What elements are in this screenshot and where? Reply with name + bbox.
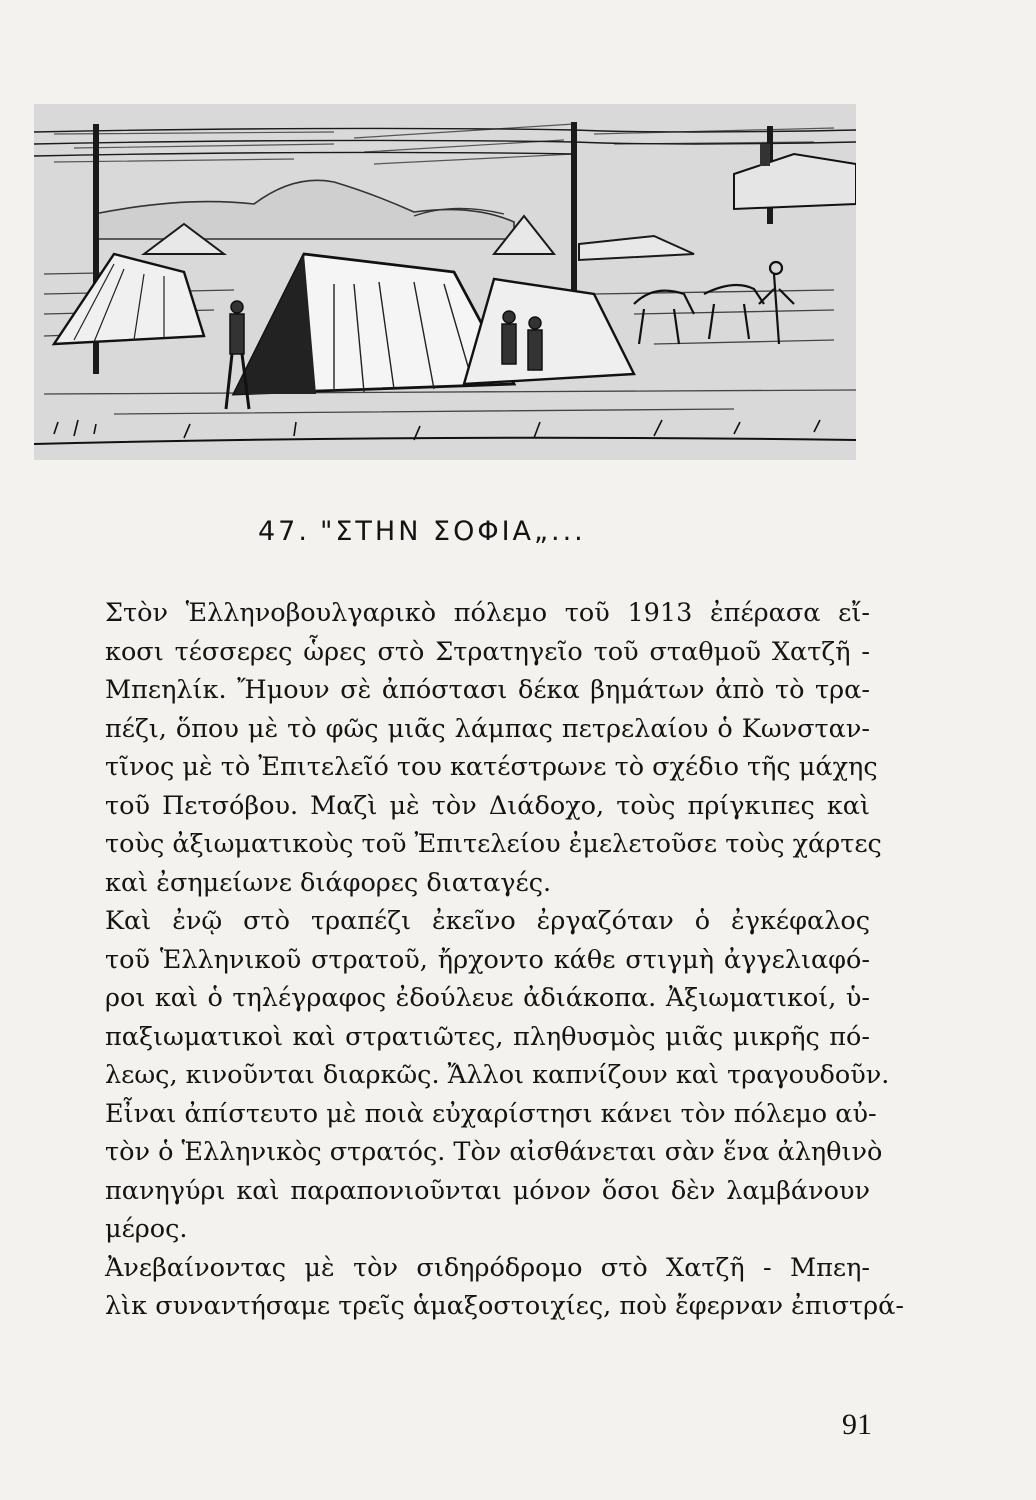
text-line: Μπεηλίκ. Ἤμουν σὲ ἀπόστασι δέκα βημάτων ἀπὸ τὸ τρα-: [105, 675, 870, 705]
text-line: τῖνος μὲ τὸ Ἐπιτελεῖό του κατέστρωνε τὸ σχέδιο τῆς μάχης: [105, 752, 878, 782]
text-line: Στὸν Ἑλληνοβουλγαρικὸ πόλεμο τοῦ 1913 ἐπέρασα εἴ-: [105, 598, 870, 628]
chapter-number: 47.: [258, 516, 310, 547]
text-line: τοῦ Πετσόβου. Μαζὶ μὲ τὸν Διάδοχο, τοὺς πρίγκιπες καὶ: [105, 790, 870, 821]
camp-illustration: [34, 104, 856, 460]
text-line: πανηγύρι καὶ παραπονιοῦνται μόνον ὅσοι δὲν λαμβάνουν: [105, 1175, 870, 1206]
page-number: 91: [842, 1408, 872, 1441]
paragraph: [105, 594, 882, 902]
text-line: Εἶναι ἀπίστευτο μὲ ποιὰ εὐχαρίστησι κάνει τὸν πόλεμο αὐ-: [105, 1098, 877, 1129]
chapter-title: [258, 516, 586, 547]
paragraph: [105, 1249, 904, 1326]
paragraph: [105, 902, 890, 1249]
text-line: τοὺς ἀξιωματικοὺς τοῦ Ἐπιτελείου ἐμελετοῦσε τοὺς χάρτες: [105, 829, 882, 859]
text-line: λὶκ συναντήσαμε τρεῖς ἁμαξοστοιχίες, ποὺ ἔφερναν ἐπιστρά-: [105, 1291, 904, 1321]
chapter-title-text: "ΣΤΗΝ ΣΟΦΙΑ„...: [319, 516, 586, 547]
text-line: καὶ ἐσημείωνε διάφορες διαταγές.: [105, 867, 552, 898]
text-line: παξιωματικοὶ καὶ στρατιῶτες, πληθυσμὸς μιᾶς μικρῆς πό-: [105, 1021, 870, 1052]
text-line: κοσι τέσσερες ὧρες στὸ Στρατηγεῖο τοῦ σταθμοῦ Χατζῆ -: [105, 636, 870, 667]
text-line: Καὶ ἐνῷ στὸ τραπέζι ἐκεῖνο ἐργαζόταν ὁ ἐγκέφαλος: [105, 906, 870, 936]
text-line: πέζι, ὅπου μὲ τὸ φῶς μιᾶς λάμπας πετρελαίου ὁ Κωνσταν-: [105, 713, 870, 744]
text-line: λεως, κινοῦνται διαρκῶς. Ἄλλοι καπνίζουν καὶ τραγουδοῦν.: [105, 1060, 890, 1090]
text-line: Ἀνεβαίνοντας μὲ τὸν σιδηρόδρομο στὸ Χατζῆ - Μπεη-: [105, 1252, 870, 1283]
text-line: μέρος.: [105, 1214, 188, 1244]
text-line: τοῦ Ἑλληνικοῦ στρατοῦ, ἤρχοντο κάθε στιγμὴ ἀγγελιαφό-: [105, 944, 870, 975]
body-text: [105, 594, 904, 1326]
text-line: τὸν ὁ Ἑλληνικὸς στρατός. Τὸν αἰσθάνεται σὰν ἕνα ἀληθινὸ: [105, 1137, 883, 1167]
text-line: ροι καὶ ὁ τηλέγραφος ἐδούλευε ἀδιάκοπα. Ἀξιωματικοί, ὑ-: [105, 983, 870, 1013]
